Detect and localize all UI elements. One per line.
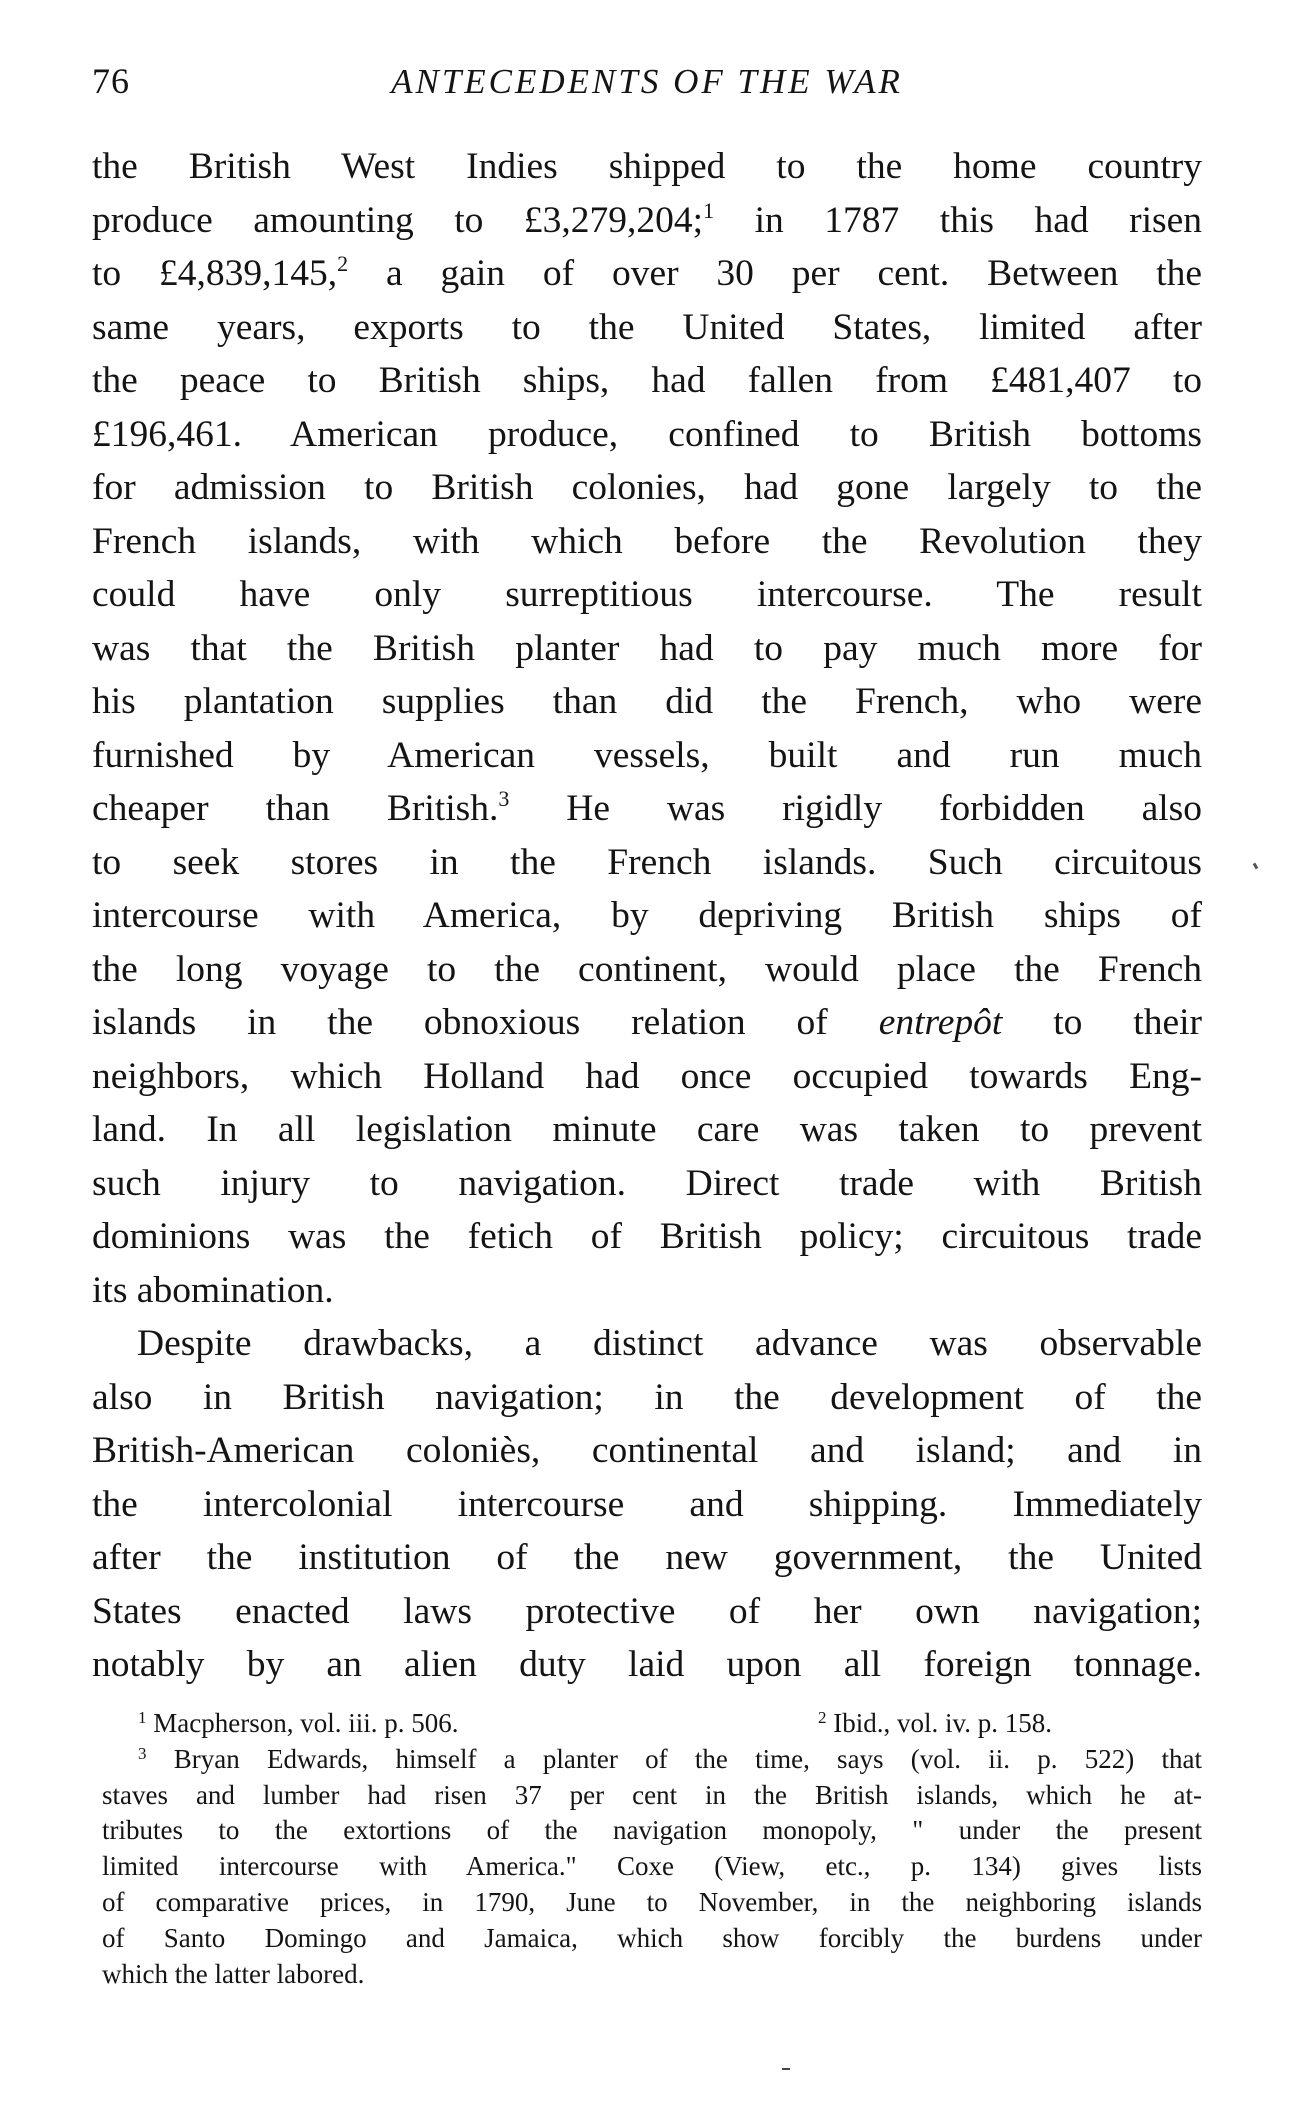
footnote-3-line: staves and lumber had risen 37 per cent in the British islands, which he at- [102, 1779, 1202, 1810]
running-head: ANTECEDENTS OF THE WAR [391, 62, 903, 101]
text-line: after the institution of the new government, the United [92, 1537, 1202, 1578]
text-line: his plantation supplies than did the French, who were [92, 681, 1202, 722]
footnote-3-line: of comparative prices, in 1790, June to November, in the neighboring islands [102, 1886, 1202, 1917]
text-line: land. In all legislation minute care was taken to prevent [92, 1109, 1202, 1150]
text-line: dominions was the fetich of British policy; circuitous trade [92, 1216, 1202, 1257]
text-line: intercourse with America, by depriving British ships of [92, 895, 1202, 936]
footnote-3-line: tributes to the extortions of the navigation monopoly, " under the present [102, 1815, 1202, 1846]
text-line: to seek stores in the French islands. Such circuitous [92, 841, 1202, 883]
footnote-3-line: $^3$ Bryan Edwards, himself a planter of the time, says (vol. ii. p. 522) that [138, 1743, 1202, 1774]
text-line: neighbors, which Holland had once occupied towards Eng- [92, 1055, 1202, 1097]
print-speck [1253, 863, 1259, 870]
text-line: produce amounting to £3,279,204;$^1$ in 1787 this had risen [92, 197, 1202, 241]
text-line: French islands, with which before the Revolution they [92, 520, 1202, 562]
page-header [92, 60, 1202, 110]
text-line: the intercolonial intercourse and shipping. Immediately [92, 1483, 1202, 1525]
text-line: could have only surreptitious intercourse. The result [92, 574, 1202, 615]
footnote-row [102, 1706, 1202, 1742]
text-line: £196,461. American produce, confined to British bottoms [92, 413, 1202, 455]
text-line: was that the British planter had to pay much more for [92, 627, 1202, 669]
text-line: States enacted laws protective of her own navigation; [92, 1590, 1202, 1632]
text-line: to £4,839,145,$^2$ a gain of over 30 per cent. Between the [92, 251, 1202, 294]
text-line: the British West Indies shipped to the home country [92, 146, 1202, 187]
footnote-2: $^2$ Ibid., vol. iv. p. 158. [818, 1708, 1052, 1738]
body-text [92, 140, 1202, 1692]
text-line: the long voyage to the continent, would place the French [92, 948, 1202, 990]
footnote-3-line: which the latter labored. [102, 1958, 365, 1989]
text-line: British-American coloniès, continental and island; and in [92, 1430, 1202, 1471]
footnote-number: 2 [818, 1708, 827, 1727]
text-line: Despite drawbacks, a distinct advance was observable [137, 1323, 1202, 1364]
footnote-mark: 3 [498, 786, 510, 811]
footnote-1: $^1$ Macpherson, vol. iii. p. 506. [138, 1708, 459, 1738]
text-line: furnished by American vessels, built and run much [92, 734, 1202, 776]
footnotes [102, 1706, 1202, 1992]
text-line: its abomination. [92, 1269, 334, 1311]
footnote-number: 3 [138, 1743, 147, 1763]
text-line: cheaper than British.$^3$ He was rigidly forbidden also [92, 786, 1202, 829]
text-line: islands in the obnoxious relation of entrepôt to their [92, 1002, 1202, 1043]
signature-mark [782, 2068, 790, 2070]
text-line: same years, exports to the United States, limited after [92, 306, 1202, 348]
text-line: for admission to British colonies, had gone largely to the [92, 467, 1202, 508]
footnote-number: 1 [138, 1708, 147, 1727]
text-line: such injury to navigation. Direct trade with British [92, 1162, 1202, 1204]
footnote-mark: 2 [337, 251, 349, 276]
text-line: notably by an alien duty laid upon all foreign tonnage. [92, 1644, 1202, 1685]
footnote-3-line: of Santo Domingo and Jamaica, which show forcibly the burdens under [102, 1922, 1202, 1953]
italic-term: entrepôt [878, 1002, 1003, 1043]
page-number: 76 [92, 61, 130, 101]
footnote-mark: 1 [703, 197, 715, 223]
text-line: the peace to British ships, had fallen from £481,407 to [92, 360, 1202, 401]
text-line: also in British navigation; in the development of the [92, 1376, 1202, 1418]
footnote-3-line: limited intercourse with America." Coxe (View, etc., p. 134) gives lists [102, 1851, 1202, 1882]
